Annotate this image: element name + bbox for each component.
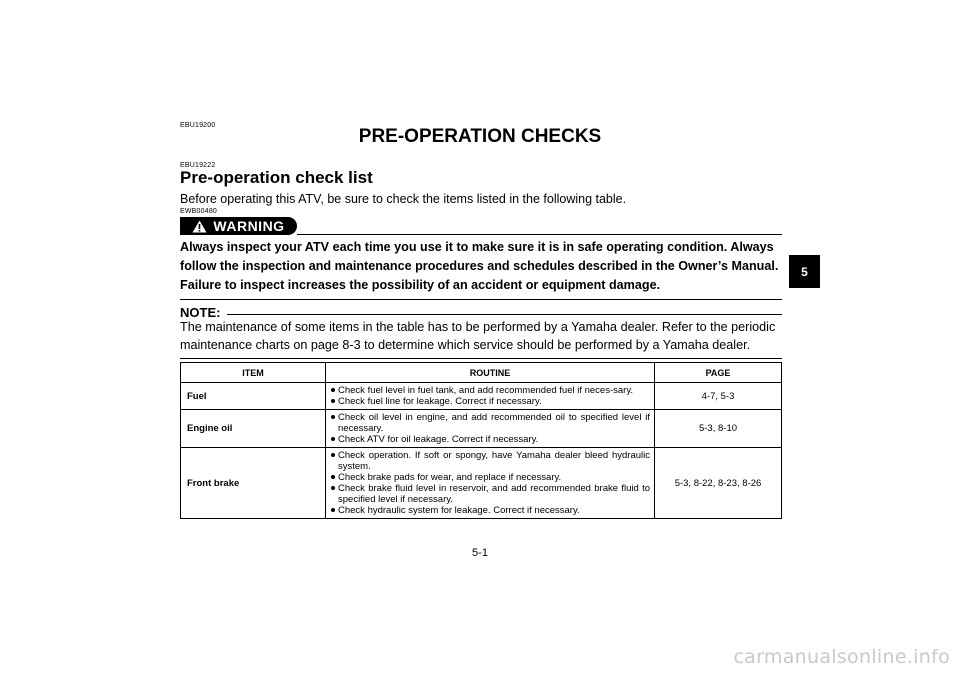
note-text: The maintenance of some items in the table has to be performed by a Yamaha dealer. Refer to the periodic maintenance charts on page 8-3 to determine which service should be performed by a Yamaha dealer.	[180, 318, 782, 359]
table-row	[181, 383, 782, 410]
routine-step: Check brake pads for wear, and replace if necessary.	[330, 472, 650, 483]
routine-step: Check oil level in engine, and add recommended oil to specified level if necessary.	[330, 412, 650, 434]
routine-step: Check ATV for oil leakage. Correct if necessary.	[330, 434, 650, 445]
note-rule	[227, 314, 782, 315]
row-routine	[326, 410, 655, 448]
row-item: Fuel	[181, 383, 326, 410]
row-item: Front brake	[181, 448, 326, 519]
row-page: 4-7, 5-3	[655, 383, 782, 410]
header-page: PAGE	[655, 363, 782, 383]
header-routine: ROUTINE	[326, 363, 655, 383]
warning-label: WARNING	[213, 218, 285, 234]
row-page: 5-3, 8-22, 8-23, 8-26	[655, 448, 782, 519]
routine-step: Check operation. If soft or spongy, have Yamaha dealer bleed hydraulic system.	[330, 450, 650, 472]
table-header-row	[181, 363, 782, 383]
warning-header	[180, 216, 782, 236]
intro-text: Before operating this ATV, be sure to check the items listed in the following table.	[180, 192, 627, 206]
page-number: 5-1	[472, 547, 488, 559]
table-row	[181, 410, 782, 448]
chapter-tab: 5	[789, 255, 820, 288]
chapter-code: EBU19200	[180, 122, 216, 129]
routine-step: Check hydraulic system for leakage. Correct if necessary.	[330, 505, 650, 516]
warning-text: Always inspect your ATV each time you use it to make sure it is in safe operating condition. Always follow the inspection and maintenance procedures and schedules described in the Owner’s Manual. Failure to inspect increases the possibility of an accident or equipment damage.	[180, 238, 782, 300]
warning-code: EWB00480	[180, 208, 218, 215]
warning-triangle-icon	[192, 220, 207, 233]
note-label: NOTE:	[180, 305, 221, 320]
routine-step: Check fuel level in fuel tank, and add recommended fuel if neces-sary.	[330, 385, 650, 396]
pre-operation-check-table	[180, 362, 782, 519]
warning-badge	[180, 217, 297, 235]
watermark: carmanualsonline.info	[733, 646, 950, 668]
row-page: 5-3, 8-10	[655, 410, 782, 448]
table-row	[181, 448, 782, 519]
section-code: EBU19222	[180, 162, 216, 169]
page-title: PRE-OPERATION CHECKS	[358, 126, 602, 147]
row-routine	[326, 448, 655, 519]
row-routine	[326, 383, 655, 410]
row-item: Engine oil	[181, 410, 326, 448]
routine-step: Check fuel line for leakage. Correct if necessary.	[330, 396, 650, 407]
routine-step: Check brake fluid level in reservoir, and add recommended brake fluid to specified level if necessary.	[330, 483, 650, 505]
header-item: ITEM	[181, 363, 326, 383]
warning-rule	[297, 234, 782, 235]
section-title: Pre-operation check list	[180, 168, 373, 187]
